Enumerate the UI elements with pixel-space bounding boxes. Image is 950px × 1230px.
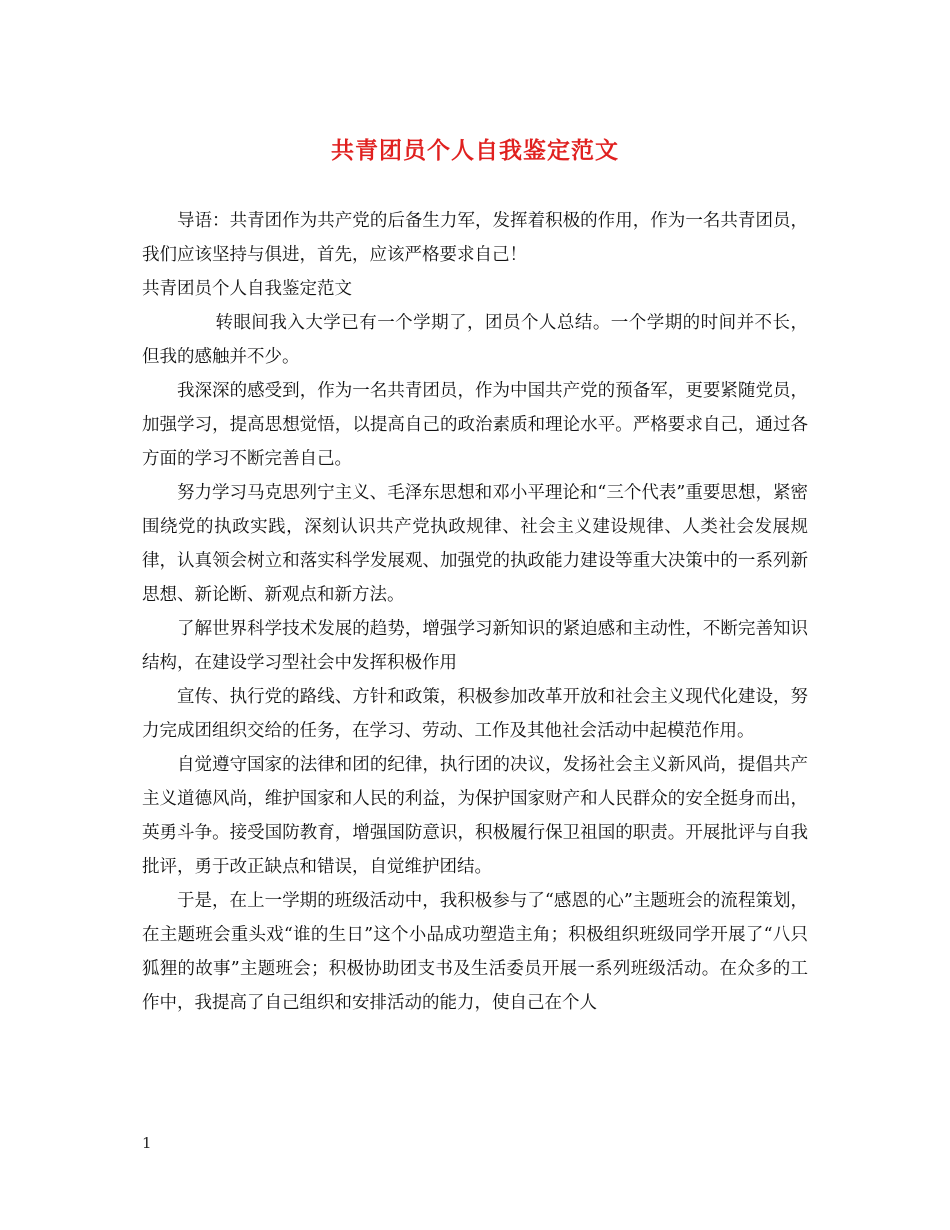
- paragraph-subtitle: 共青团员个人自我鉴定范文: [142, 279, 352, 299]
- document-body: [142, 204, 808, 1020]
- document-title: 共青团员个人自我鉴定范文: [331, 137, 619, 164]
- paragraph-7: 于是，在上一学期的班级活动中，我积极参与了“感恩的心”主题班会的流程策划，在主题班会重头戏“谁的生日”这个小品成功塑造主角；积极组织班级同学开展了“八只狐狸的故事”主题班会；积极协助团支书及生活委员开展一系列班级活动。在众多的工作中，我提高了自己组织和安排活动的能力，使自己在个人: [142, 891, 808, 1013]
- page-number: 1: [142, 1134, 152, 1152]
- paragraph-4: 了解世界科学技术发展的趋势，增强学习新知识的紧迫感和主动性，不断完善知识结构，在建设学习型社会中发挥积极作用: [142, 619, 808, 673]
- paragraph-2: 我深深的感受到，作为一名共青团员，作为中国共产党的预备军，更要紧随党员，加强学习，提高思想觉悟，以提高自己的政治素质和理论水平。严格要求自己，通过各方面的学习不断完善自己。: [142, 381, 808, 469]
- paragraph-intro: 导语：共青团作为共产党的后备生力军，发挥着积极的作用，作为一名共青团员，我们应该坚持与俱进，首先，应该严格要求自己！: [142, 211, 808, 265]
- paragraph-3: 努力学习马克思列宁主义、毛泽东思想和邓小平理论和“三个代表”重要思想，紧密围绕党的执政实践，深刻认识共产党执政规律、社会主义建设规律、人类社会发展规律，认真领会树立和落实科学发展观、加强党的执政能力建设等重大决策中的一系列新思想、新论断、新观点和新方法。: [142, 483, 808, 605]
- paragraph-5: 宣传、执行党的路线、方针和政策，积极参加改革开放和社会主义现代化建设，努力完成团组织交给的任务，在学习、劳动、工作及其他社会活动中起模范作用。: [142, 687, 808, 741]
- paragraph-6: 自觉遵守国家的法律和团的纪律，执行团的决议，发扬社会主义新风尚，提倡共产主义道德风尚，维护国家和人民的利益，为保护国家财产和人民群众的安全挺身而出，英勇斗争。接受国防教育，增强国防意识，积极履行保卫祖国的职责。开展批评与自我批评，勇于改正缺点和错误，自觉维护团结。: [142, 755, 808, 877]
- paragraph-1: 转眼间我入大学已有一个学期了，团员个人总结。一个学期的时间并不长，但我的感触并不少。: [142, 313, 808, 367]
